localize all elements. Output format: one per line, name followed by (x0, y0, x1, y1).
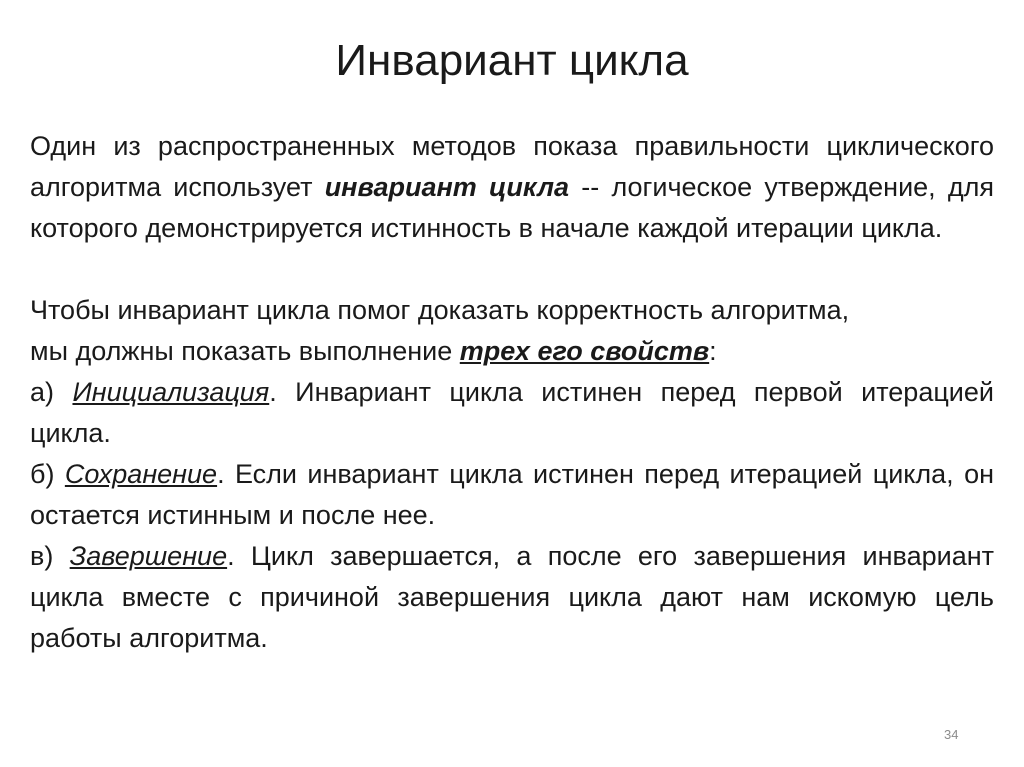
property-text: . Если инвариант цикла истинен перед итерацией цикла, он остается истинным и после нее. (30, 459, 995, 530)
properties-intro-line-1: Чтобы инвариант цикла помог доказать корректность алгоритма, (30, 295, 850, 325)
property-initialization (30, 372, 994, 454)
property-termination (30, 536, 994, 659)
three-properties-term: трех его свойств (459, 336, 710, 366)
property-marker: а) (30, 377, 73, 407)
slide-body (30, 126, 994, 659)
property-marker: в) (30, 541, 70, 571)
properties-intro-line-2 (30, 331, 994, 372)
property-text: . Цикл завершается, а после его завершения инвариант цикла вместе с причиной завершения цикла дают нам искомую цель работы алгоритма. (30, 541, 994, 653)
intro-text-after: -- логическое утверждение, для которого демонстрируется истинность в начале каждой итерации цикла. (30, 172, 994, 243)
intro-paragraph (30, 126, 994, 249)
property-marker: б) (30, 459, 65, 489)
page-number: 34 (944, 727, 959, 742)
properties-intro-text: мы должны показать выполнение (30, 336, 460, 366)
paragraph-spacer (30, 249, 994, 290)
property-name: Сохранение (64, 459, 218, 489)
loop-invariant-term: инвариант цикла (324, 172, 570, 202)
property-maintenance (30, 454, 994, 536)
property-name: Инициализация (72, 377, 270, 407)
slide-title: Инвариант цикла (335, 36, 689, 85)
intro-text-before: Один из распространенных методов показа правильности циклического алгоритма использует (30, 131, 994, 202)
property-name: Завершение (69, 541, 228, 571)
properties-intro-colon: : (709, 336, 717, 366)
property-text: . Инвариант цикла истинен перед первой итерацией цикла. (30, 377, 994, 448)
